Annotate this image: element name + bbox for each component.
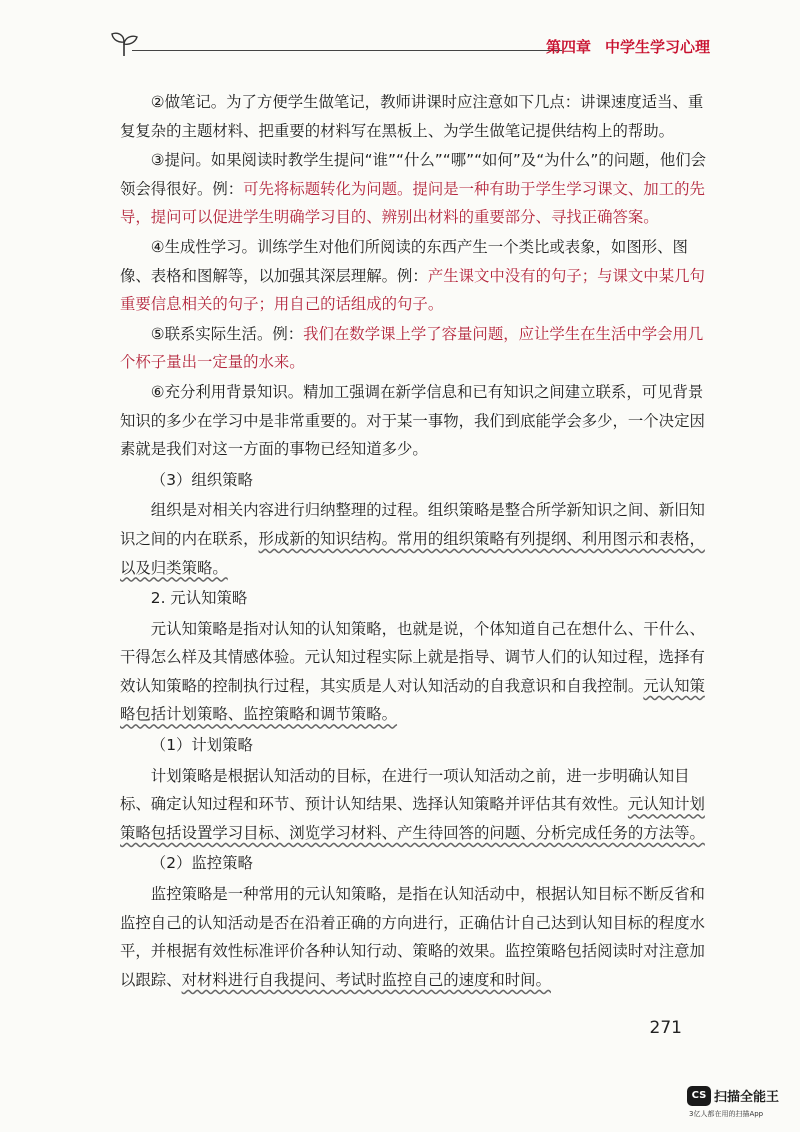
section-heading-metacognition: 2. 元认知策略 [150,589,248,608]
page-header [110,28,710,68]
chapter-number: 第四章 [545,38,591,56]
section-heading-monitoring: （2）监控策略 [150,854,253,873]
chapter-title: 中学生学习心理 [604,38,710,56]
page-body [120,88,710,995]
header-rule [132,50,562,51]
paragraph-metacognition: 元认知策略是指对认知的认知策略，也就是说，个体知道自己在想什么、干什么、干得怎么样及其情感体验。元认知过程实际上就是指导、调节人们的认知过程，选择有效认知策略的控制执行过程，其实质是人对认知活动的自我意识和自我控制。元认知策略包括计划策略、监控策略和调节策略。 [120,619,705,724]
section-heading-planning: （1）计划策略 [150,736,253,755]
paragraph-questioning: ③提问。如果阅读时教学生提问“谁”“什么”“哪”“如何”及“为什么”的问题，他们会领会得很好。例：可先将标题转化为问题。提问是一种有助于学生学习课文、加工的先导，提问可以促进学生明确学习目的、辨别出材料的重要部分、寻找正确答案。 [120,151,707,227]
underlined-text: 元认知计划策略包括设置学习目标、浏览学习材料、产生待回答的问题、分析完成任务的方法等。 [120,795,705,842]
paragraph-note-taking: ②做笔记。为了方便学生做笔记，教师讲课时应注意如下几点：讲课速度适当、重复复杂的主题材料、把重要的材料写在黑板上、为学生做笔记提供结构上的帮助。 [120,93,704,140]
handwritten-annotation: 产生课文中没有的句子；与课文中某几句重要信息相关的句子；用自己的话组成的句子。 [120,266,705,314]
paragraph-background-knowledge: ⑥充分利用背景知识。精加工强调在新学信息和已有知识之间建立联系，可见背景知识的多少在学习中是非常重要的。对于某一事物，我们到底能学会多少，一个决定因素就是我们对这一方面的事物已经知道多少。 [120,382,705,459]
paragraph-planning: 计划策略是根据认知活动的目标，在进行一项认知活动之前，进一步明确认知目标、确定认知过程和环节、预计认知结果、选择认知策略并评估其有效性。元认知计划策略包括设置学习目标、浏览学习材料、产生待回答的问题、分析完成任务的方法等。 [120,766,705,842]
sprout-icon [110,28,140,58]
camscanner-logo-icon: CS [687,1086,711,1106]
handwritten-annotation: 我们在数学课上学了容量问题，应让学生在生活中学会用几个杯子量出一定量的水来。 [120,324,704,372]
underlined-text: 对材料进行自我提问、考试时监控自己的速度和时间。 [181,970,551,989]
paragraph-monitoring: 监控策略是一种常用的元认知策略，是指在认知活动中，根据认知目标不断反省和监控自己的认知活动是否在沿着正确的方向进行，正确估计自己达到认知目标的程度水平，并根据有效性标准评价各种认知行动、策略的效果。监控策略包括阅读时对注意加以跟踪、对材料进行自我提问、考试时监控自己的速度和时间。 [120,885,705,989]
paragraph-generative-learning: ④生成性学习。训练学生对他们所阅读的东西产生一个类比或表象，如图形、图像、表格和图解等，以加强其深层理解。例：产生课文中没有的句子；与课文中某几句重要信息相关的句子；用自己的话组成的句子。 [120,237,705,314]
paragraph-organization: 组织是对相关内容进行归纳整理的过程。组织策略是整合所学新知识之间、新旧知识之间的内在联系，形成新的知识结构。常用的组织策略有列提纲、利用图示和表格，以及归类策略。 [120,501,705,577]
watermark-title: 扫描全能王 [714,1090,780,1105]
section-heading-organization: （3）组织策略 [150,470,253,489]
paragraph-real-life: ⑤联系实际生活。例：我们在数学课上学了容量问题，应让学生在生活中学会用几个杯子量出一定量的水来。 [120,324,704,372]
page-number: 271 [649,1018,682,1038]
scanner-watermark [687,1084,797,1124]
watermark-subtitle: 3亿人都在用的扫描App [689,1110,764,1118]
underlined-text: 元认知策略包括计划策略、监控策略和调节策略。 [120,676,705,724]
handwritten-annotation: 可先将标题转化为问题。提问是一种有助于学生学习课文、加工的先导，提问可以促进学生明确学习目的、辨别出材料的重要部分、寻找正确答案。 [120,179,705,227]
chapter-heading [546,36,710,57]
underlined-text: 形成新的知识结构。常用的组织策略有列提纲、利用图示和表格，以及归类策略。 [120,529,705,577]
